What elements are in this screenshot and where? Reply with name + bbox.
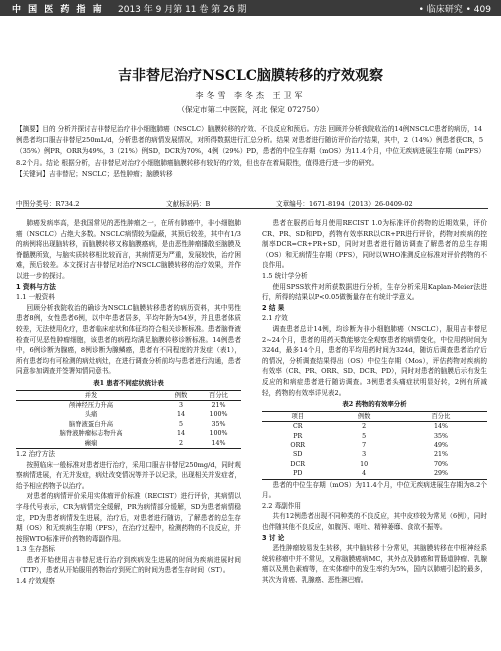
paragraph: 按照临床一般标准对患者进行治疗，采用口服吉非替尼250mg/d，同时观察病情进展，有无并发症，病灶改变情况等并予以记录，出现相关并发症者，给予相应药物予以治疗。 <box>16 460 241 490</box>
paragraph: 恶性肿瘤较易发生转移，其中脑转移十分常见，其脑膜转移在中枢神经系统转移瘤中并不常见，又称脑膜癌病MC，其外点及肺癌和胃肠道肿瘤、乳腺癌以及黑色素瘤等，在实体瘤中的发生率约为5%，国内以肺癌引起的最多，其次为肯癌、乳腺癌、恶性淋巴瘤。 <box>262 544 487 584</box>
affiliation: （保定市第二中医院，河北 保定 072750） <box>177 105 324 114</box>
table-cell: 10 <box>360 460 369 468</box>
table-header: 例数 <box>166 390 196 400</box>
table-row <box>262 422 487 432</box>
table-cell: 49% <box>433 441 448 449</box>
table-cell: 3 <box>178 401 183 409</box>
issue-info: 2013 年 9 月第 11 卷 第 26 期 <box>118 5 247 15</box>
table-row <box>262 469 487 479</box>
table-row <box>262 460 487 469</box>
subsection-heading: 2.2 毒副作用 <box>262 501 301 510</box>
table-row <box>16 429 241 438</box>
paragraph: 患者的中位生存期（mOS）为11.4个月，中位无疾病进展生存期为8.2个月。 <box>262 480 487 500</box>
table-row <box>16 400 241 410</box>
table-cell: PR <box>293 432 303 440</box>
subsection-heading: 1.1 一般资料 <box>16 293 55 302</box>
table-header: 百分比 <box>395 411 487 421</box>
table1-caption: 表1 患者不同症状统计表 <box>93 378 164 387</box>
doc-code: 文献标识码：B <box>166 200 211 208</box>
section-heading: 3 讨 论 <box>262 533 285 542</box>
table-cell: 14% <box>196 439 241 449</box>
table-cell: 7 <box>362 441 367 449</box>
table-cell: 21% <box>433 451 448 459</box>
table-header: 并发 <box>16 390 166 400</box>
table-cell: 头痛 <box>84 411 98 419</box>
table-cell: 3 <box>362 451 367 459</box>
table-cell: CR <box>292 423 303 431</box>
table-row <box>16 410 241 419</box>
paragraph: 共有12例患者出现不同种类的不良反应，其中皮疹较为常见（6例），同时也伴随其他不良反应，如腹泻、呕吐、精神萎靡、食欲不振等。 <box>262 512 487 531</box>
section-page: • 临床研究 • 409 <box>418 5 491 15</box>
paragraph: 患者在服药后每月使用RECIST 1.0为标准评价药物的近期效果，评价CR、PR、SD和PD，药物有效率RR以CR+PR进行评价，药物对疾病的控制率DCR=CR+PR+SD，同时对患者进行随访调查了解患者的总生存期（OS）和无病情生存期（PFS），同时以WHO准测反应标准对评价药物的不良作用。 <box>262 219 487 270</box>
table1 <box>16 390 241 449</box>
table-cell: DCR <box>290 460 306 468</box>
subsection-heading: 1.3 生存指标 <box>16 545 55 554</box>
keywords: 【关键词】吉非替尼；NSCLC；恶性肿瘤；脑膜转移 <box>16 169 173 178</box>
table-cell: 100% <box>209 411 228 419</box>
table2 <box>262 411 487 480</box>
table-cell: 70% <box>433 460 448 468</box>
abstract <box>16 124 488 180</box>
table-cell: 颅神经压力升高 <box>68 401 114 409</box>
journal-header <box>0 0 501 16</box>
table-header: 例数 <box>333 411 394 421</box>
abstract-text: 【摘要】目的 分析并探讨吉非替尼治疗非小细胞肺癌（NSCLC）脑膜转移的疗效、不良反应和预后。方法 回顾并分析我院收治的14例NSCLC患者的病历，14例患者均口服吉非替尼250mL/d，分析患者的病情发展情况，对所得数据进行汇总分析。结果 对患者进行随访评价治疗结果，其中，2（14%）例患者获CR，5（35%）例PR，ORR为49%，3（21%）例SD，DCR为70%，4例（29%）PD，患者的中位生存期（mOS）为11.4个月，中位无疾病进展生存期（mPFS）8.2个月。结论 根据分析，吉非替尼对治疗小细胞肺癌脑膜转移有较好的疗效，但也存在着局限性，值得进行进一步的研究。 <box>16 125 485 167</box>
authors: 李冬雪 李冬杰 王卫军 <box>195 91 306 100</box>
table-header: 百分比 <box>196 390 241 400</box>
table-cell: ORR <box>290 441 306 449</box>
table-cell: 5 <box>362 432 367 440</box>
table-cell: 5 <box>178 420 183 428</box>
table-row <box>262 441 487 450</box>
table-cell: 2 <box>362 423 367 431</box>
table-cell: 4 <box>333 469 394 479</box>
table-cell: 14% <box>433 423 448 431</box>
table-cell: 35% <box>433 432 448 440</box>
paragraph: 调查患者总计14例，均诊断为非小细胞肺癌（NSCLC），服用吉非替尼2~24个月，患者的用药天数能够完全观察患者的病情变化，中位用药时间为324d，最多14个月，患者的平均用药时间为324d，随访后调查患者治疗后的情况，分析调查结果得出（OS）中位生存期（Mos），评估药物对疾病的有效率（CR、PR、ORR、SD、DCR、PD），同时对患者的脑膜后示有发生反应的和病症患者进行随访调查。3例患者头痛症状明显好转，2例有所减轻，药物的有效率详见表2。 <box>262 324 487 397</box>
clc-code: 中图分类号：R734.2 <box>16 200 80 208</box>
article-number: 文章编号：1671-8194（2013）26-0409-02 <box>276 200 413 208</box>
table-header: 项目 <box>262 411 333 421</box>
subsection-heading: 1.4 疗效观察 <box>16 577 55 586</box>
table-cell: 脑脊液蛋白升高 <box>68 420 114 428</box>
table-cell: 21% <box>211 401 226 409</box>
subsection-heading: 1.5 统计学分析 <box>262 271 308 280</box>
section-heading: 1 资料与方法 <box>16 282 56 291</box>
table-cell: 14 <box>176 411 185 419</box>
paragraph: 使用SPSS软件对所获数据进行分析，生存分析采用Kaplan-Meier法进行，所得的结果以P<0.05做衡量存在有统计学意义。 <box>262 282 487 302</box>
table-cell: 14 <box>176 430 185 438</box>
table-cell: 癫痫 <box>16 439 166 449</box>
intro-paragraph: 肺癌发病率高，是我国常见的恶性肿瘤之一，在所有肺癌中，非小细胞肺癌（NSCLC）占绝大多数。NSCLC病情较为隐蔽，其预后较差，其中有1/3的病例将出现脑转移，而脑膜转移又称脑膜癌病，是由恶性肿瘤播散至脑膜及脊髓膜所致，与脑实质转移相比较而言，其病情更为严重，发展较快，治疗困难，预后较差。本文探讨吉非替尼对治疗NSCLC脑膜转移的治疗效果，并作以进一步的探讨。 <box>16 219 241 280</box>
journal-name: 中 国 医 药 指 南 <box>12 5 104 15</box>
table-cell: SD <box>293 451 303 459</box>
paragraph: 对患者的病情评价采用实体瘤评价标准（RECIST）进行评价，其病情以字母代号表示，CR为病情完全缓解，PR为病情部分缓解，SD为患者病情稳定，PD为患者病情发生进展，治疗后，对患者进行随访，了解患者的总生存期（OS）和无疾病生存期（PFS），在治疗过程中，检测药物的不良反应，并按照WTO标准评价药物的毒副作用。 <box>16 492 241 543</box>
table-cell: 2 <box>166 439 196 449</box>
left-column <box>16 218 241 587</box>
table-row <box>16 439 241 449</box>
table-row <box>262 450 487 459</box>
paragraph: 回顾分析我院收治的确诊为NSCLC脑膜转移患者的病历资料，其中男性患者8例，女性患者6例，以中年患者居多，平均年龄为54岁，并且患者体质较差，无法使用化疗，患者临床症状和体征均符合相关诊断标准。患者脑脊液检查可见恶性肿瘤细胞，该患者的病程均满足脑膜转移诊断标准。14例患者中，6例诊断为腺癌，8例诊断为腺鳞癌，患者有不同程度的并发症（表1），所有患者均有可检测的病灶病灶，在进行调查分析前均与患者进行沟通，患者同意参加调查并签署知情同意书。 <box>16 303 241 376</box>
table-cell: 100% <box>209 430 228 438</box>
table-cell: 29% <box>395 469 487 479</box>
right-column <box>262 218 487 585</box>
table-cell: PD <box>262 469 333 479</box>
section-heading: 2 结 果 <box>262 303 285 312</box>
table-row <box>262 432 487 441</box>
subsection-heading: 1.2 治疗方法 <box>16 449 55 458</box>
subsection-heading: 2.1 疗效 <box>262 314 288 323</box>
table-cell: 脑脊液肿瘤标志物升高 <box>59 430 123 438</box>
table-row <box>16 420 241 429</box>
article-title: 吉非替尼治疗NSCLC脑膜转移的疗效观察 <box>117 68 384 84</box>
table-cell: 35% <box>211 420 226 428</box>
paragraph: 患者开始使用吉非替尼进行治疗到疾病发生进展的时间为疾病进展时间（TTP），患者从开始服用药物治疗到死亡的时间为患者生存时间（ST）。 <box>16 555 241 575</box>
divider <box>16 208 488 209</box>
table2-caption: 表2 药物的有效率分析 <box>342 400 407 409</box>
